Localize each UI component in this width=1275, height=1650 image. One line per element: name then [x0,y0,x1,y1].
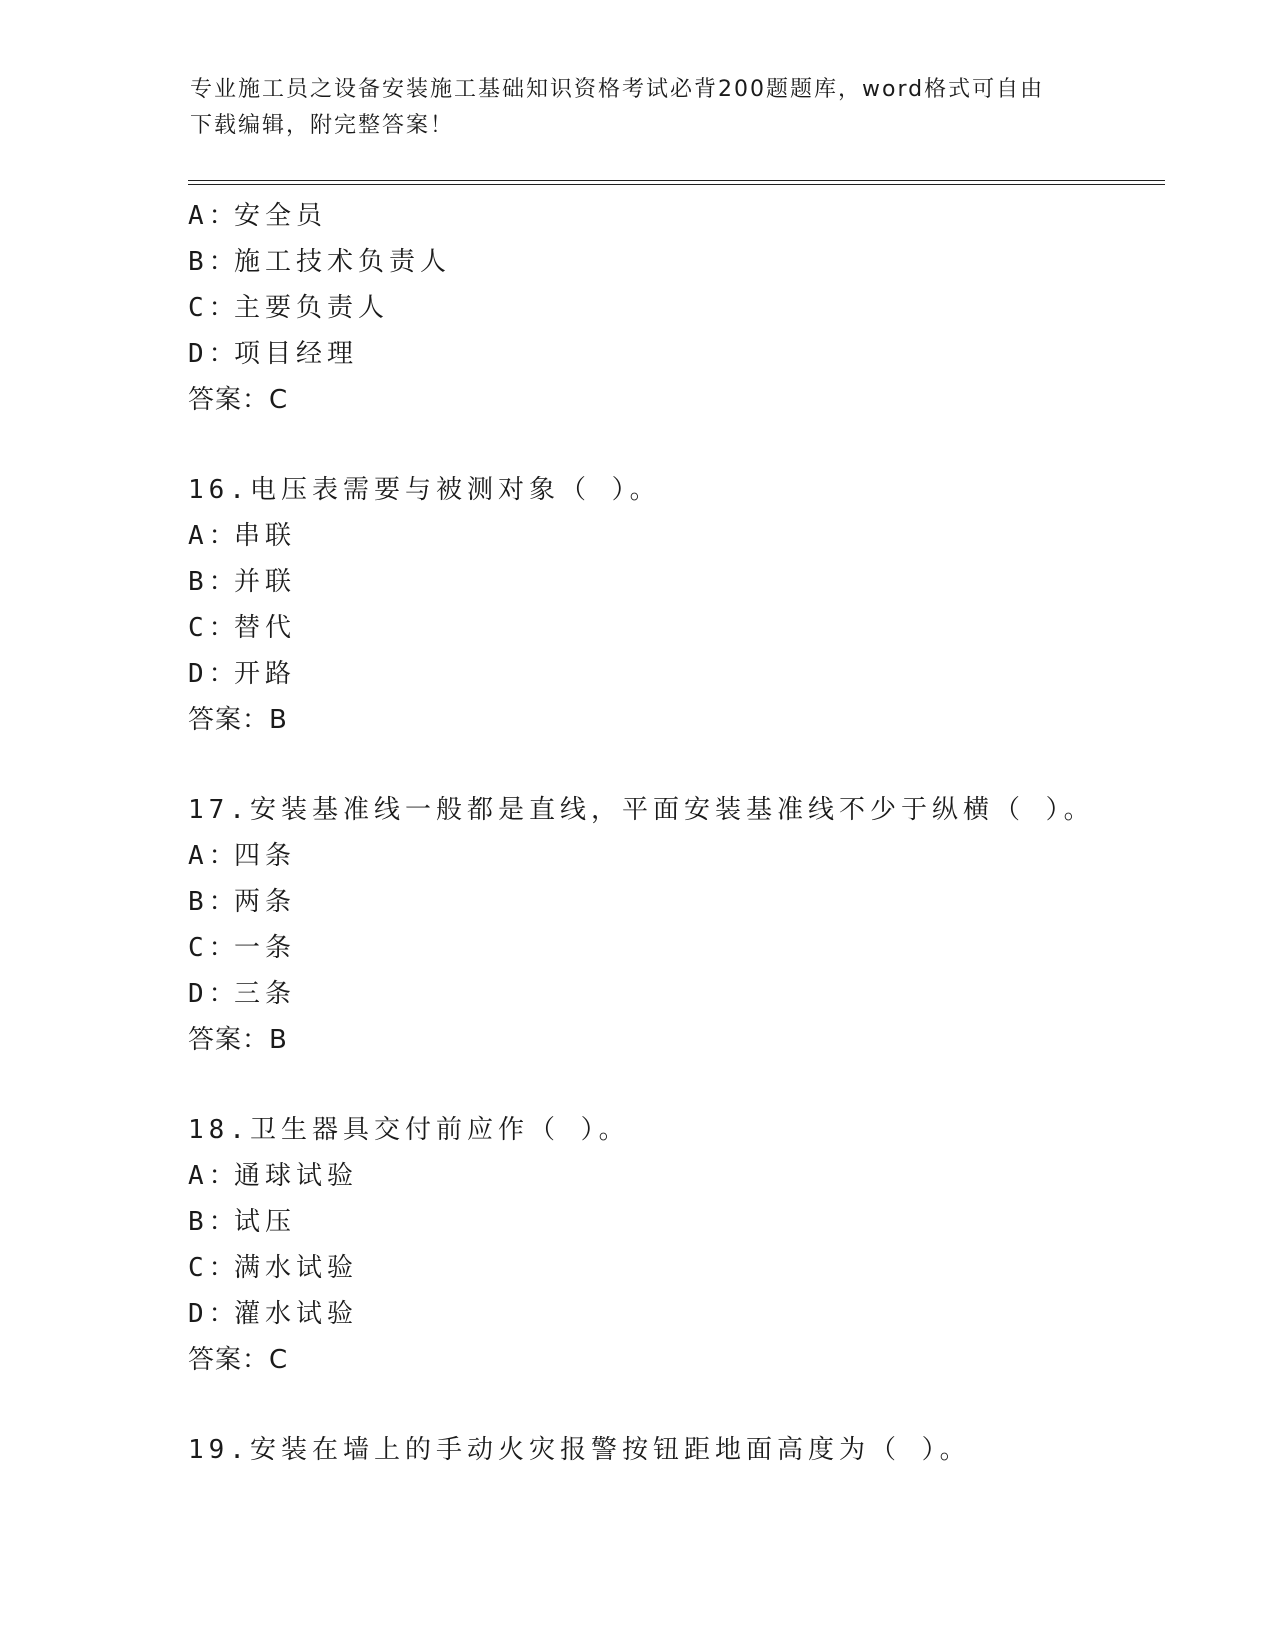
header-divider-bottom [188,184,1165,185]
question-block [188,467,1168,743]
option-d: D：开路 [188,659,297,689]
option-c: C：替代 [188,613,297,643]
option-a: A：安全员 [188,201,328,231]
question-text: 18.卫生器具交付前应作（ ）。 [188,1115,630,1145]
option-c: C：一条 [188,933,297,963]
header-line-1: 专业施工员之设备安装施工基础知识资格考试必背200题题库，word格式可自由 [190,77,1045,102]
option-b: B：试压 [188,1207,297,1237]
answer-line: 答案：C [188,1345,289,1375]
option-a: A：通球试验 [188,1161,359,1191]
question-text: 19.安装在墙上的手动火灾报警按钮距地面高度为（ ）。 [188,1435,971,1465]
option-d: D：灌水试验 [188,1299,359,1329]
question-block [188,193,1168,423]
question-block [188,787,1168,1063]
question-text: 16.电压表需要与被测对象（ ）。 [188,475,661,505]
option-c: C：主要负责人 [188,293,390,323]
option-b: B：施工技术负责人 [188,247,452,277]
header-line-2: 下载编辑，附完整答案！ [190,113,455,138]
option-b: B：两条 [188,887,297,917]
answer-line: 答案：C [188,385,289,415]
question-block [188,1107,1168,1383]
document-header [190,72,1090,144]
answer-line: 答案：B [188,1025,288,1055]
question-text: 17.安装基准线一般都是直线，平面安装基准线不少于纵横（ ）。 [188,795,1095,825]
answer-line: 答案：B [188,705,288,735]
option-c: C：满水试验 [188,1253,359,1283]
option-d: D：项目经理 [188,339,359,369]
option-d: D：三条 [188,979,297,1009]
question-list [188,193,1168,1473]
option-a: A：四条 [188,841,297,871]
option-b: B：并联 [188,567,297,597]
question-block [188,1427,1168,1473]
header-divider-top [188,180,1165,181]
option-a: A：串联 [188,521,297,551]
